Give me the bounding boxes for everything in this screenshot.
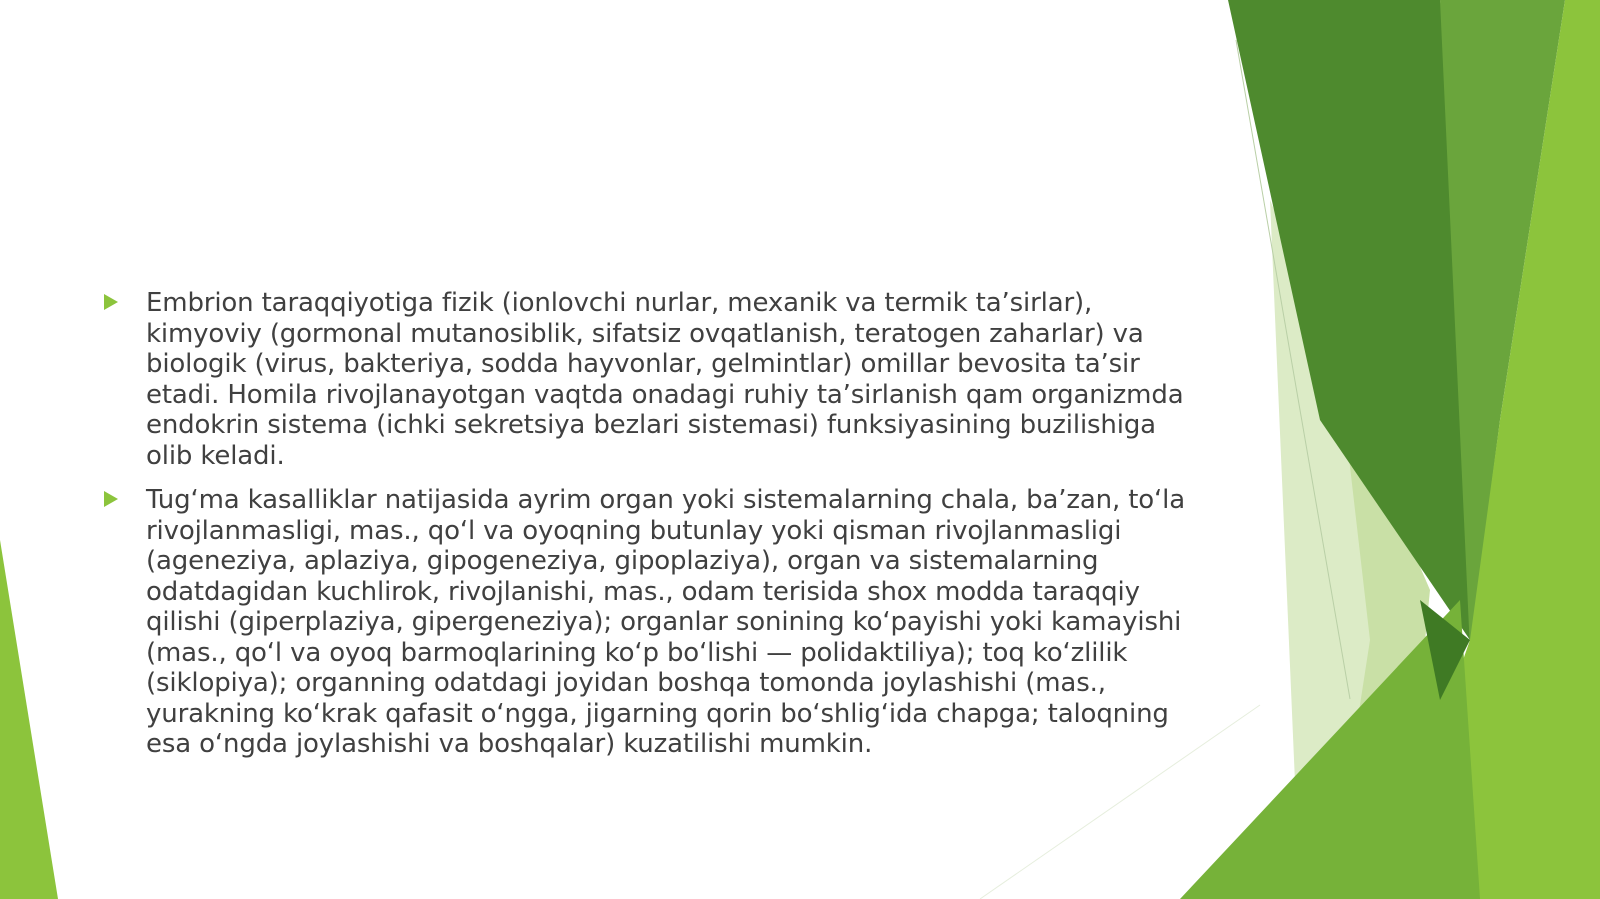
triangle-right-icon (104, 491, 118, 507)
bullet-text: Embrion taraqqiyotiga fizik (ionlovchi nurlar, mexanik va termik ta’sirlar), kimyoviy (gormonal mutanosiblik, sifatsiz ovqatlanish, teratogen zaharlar) va biologik (virus, bakteriya, sodda hayvonlar, gelmintlar) omillar bevosita ta’sir etadi. Homila rivojlanayotgan vaqtda onadagi ruhiy ta’sirlanish qam organizmda endokrin sistema (ichki sekretsiya bezlari sistemasi) funksiyasining buzilishiga olib keladi. (146, 288, 1184, 471)
bullet-item (100, 288, 1210, 471)
bullet-item (100, 485, 1210, 760)
slide-content (100, 288, 1210, 774)
left-green-shape (0, 540, 58, 899)
triangle-right-icon (104, 294, 118, 310)
bullet-text: Tug‘ma kasalliklar natijasida ayrim organ yoki sistemalarning chala, ba’zan, to‘la rivojlanmasligi, mas., qo‘l va oyoqning butunlay yoki qisman rivojlanmasligi (ageneziya, aplaziya, gipogeneziya, gipoplaziya), organ va sistemalarning odatdagidan kuchlirok, rivojlanishi, mas., odam terisida shox modda taraqqiy qilishi (giperplaziya, gipergeneziya); organlar sonining ko‘payishi yoki kamayishi (mas., qo‘l va oyoq barmoqlarining ko‘p bo‘lishi — polidaktiliya); toq ko‘zlilik (siklopiya); organning odatdagi joyidan boshqa tomonda joylashishi (mas., yurakning ko‘krak qafasit o‘ngga, jigarning qorin bo‘shlig‘ida chapga; taloqning esa o‘ngda joylashishi va boshqalar) kuzatilishi mumkin. (146, 485, 1185, 759)
